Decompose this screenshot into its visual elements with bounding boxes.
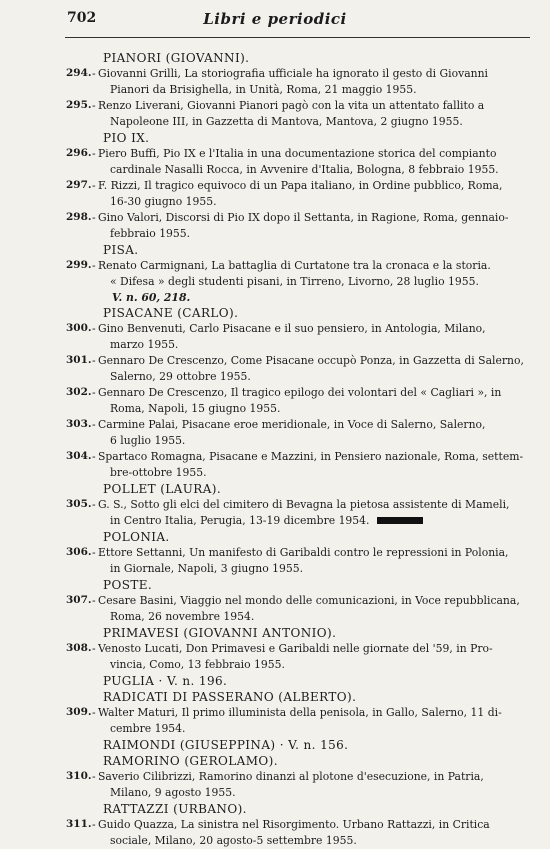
entry-dash: - — [92, 706, 96, 719]
entry-text-line: Giovanni Grilli, La storiografia ufficiale ha ignorato il gesto di Giovanni — [98, 67, 489, 80]
entry-number: 310. — [66, 770, 92, 782]
section-heading: PUGLIA · V. n. 196. — [103, 674, 228, 688]
entry-dash: - — [92, 498, 96, 511]
bibliography-list — [0, 50, 550, 849]
entry-dash: - — [92, 594, 96, 607]
entry-text-line: G. S., Sotto gli elci del cimitero di Bevagna la pietosa assistente di Mameli, — [98, 498, 510, 511]
entry-text-line: Venosto Lucati, Don Primavesi e Garibaldi nelle giornate del '59, in Pro- — [98, 642, 493, 655]
entry-text-line: Piero Buffi, Pio IX e l'Italia in una documentazione storica del compianto — [98, 147, 497, 160]
entry-text-line: 6 luglio 1955. — [110, 433, 186, 447]
entry-number: 294. — [66, 67, 92, 79]
section-heading: RAMORINO (GEROLAMO). — [103, 754, 278, 768]
entry-text-line: 16-30 giugno 1955. — [110, 194, 217, 208]
entry-text-line: febbraio 1955. — [110, 226, 191, 240]
entry-text-line: in Centro Italia, Perugia, 13-19 dicembre 1954. — [98, 513, 530, 529]
entry-text-line: Gino Valori, Discorsi di Pio IX dopo il Settanta, in Ragione, Roma, gennaio- — [98, 211, 509, 224]
section-heading: POLLET (LAURA). — [103, 482, 222, 496]
entry-text-line: Walter Maturi, Il primo illuminista della penisola, in Gallo, Salerno, 11 di- — [98, 706, 502, 719]
bibliography-entry — [0, 385, 550, 416]
bibliography-entry — [0, 258, 550, 289]
bibliography-entry — [0, 817, 550, 848]
entry-text-line: vincia, Como, 13 febbraio 1955. — [110, 657, 285, 671]
entry-dash: - — [92, 642, 96, 655]
bibliography-entry — [0, 641, 550, 672]
entry-number: 302. — [66, 386, 92, 398]
section-heading: PISACANE (CARLO). — [103, 306, 239, 320]
entry-dash: - — [92, 67, 96, 80]
entry-number: 306. — [66, 546, 92, 558]
entry-dash: - — [92, 211, 96, 224]
bibliography-entry — [0, 417, 550, 448]
entry-dash: - — [92, 179, 96, 192]
entry-number: 308. — [66, 642, 92, 654]
bibliography-entry — [0, 66, 550, 97]
entry-number: 297. — [66, 179, 92, 191]
entry-number: 296. — [66, 147, 92, 159]
entry-text-line: Gennaro De Crescenzo, Il tragico epilogo dei volontari del « Cagliari », in — [98, 386, 502, 399]
bibliography-entry — [0, 545, 550, 576]
entry-text-line: « Difesa » degli studenti pisani, in Tirreno, Livorno, 28 luglio 1955. — [110, 274, 479, 288]
entry-text-line: Gennaro De Crescenzo, Come Pisacane occupò Ponza, in Gazzetta di Salerno, — [98, 354, 524, 367]
entry-number: 299. — [66, 259, 92, 271]
entry-number: 298. — [66, 211, 92, 223]
entry-number: 307. — [66, 594, 92, 606]
entry-dash: - — [92, 147, 96, 160]
entry-dash: - — [92, 259, 96, 272]
entry-number: 300. — [66, 322, 92, 334]
entry-text-line: Pianori da Brisighella, in Unità, Roma, 21 maggio 1955. — [110, 82, 417, 96]
entry-text-line: sociale, Milano, 20 agosto-5 settembre 1955. — [110, 833, 357, 847]
entry-text-line: Saverio Cilibrizzi, Ramorino dinanzi al plotone d'esecuzione, in Patria, — [98, 770, 484, 783]
entry-text-line: Milano, 9 agosto 1955. — [110, 785, 236, 799]
section-heading: POSTE. — [103, 578, 153, 592]
entry-text-line: F. Rizzi, Il tragico equivoco di un Papa italiano, in Ordine pubblico, Roma, — [98, 179, 503, 192]
entry-number: 309. — [66, 706, 92, 718]
bibliography-entry — [0, 178, 550, 209]
bibliography-entry — [0, 146, 550, 177]
bibliography-entry — [0, 449, 550, 480]
entry-dash: - — [92, 99, 96, 112]
entry-number: 305. — [66, 498, 92, 510]
running-head: Libri e periodici — [203, 10, 347, 28]
cross-reference: V. n. 60, 218. — [112, 291, 191, 304]
section-heading: PRIMAVESI (GIOVANNI ANTONIO). — [103, 626, 337, 640]
entry-number: 301. — [66, 354, 92, 366]
bibliography-entry — [0, 321, 550, 352]
section-heading: PIO IX. — [103, 131, 150, 145]
bibliography-entry — [0, 497, 550, 528]
entry-text-line: in Giornale, Napoli, 3 giugno 1955. — [110, 561, 304, 575]
entry-text-line: marzo 1955. — [110, 337, 179, 351]
entry-text-line: Guido Quazza, La sinistra nel Risorgimento. Urbano Rattazzi, in Critica — [98, 818, 490, 831]
entry-dash: - — [92, 546, 96, 559]
entry-dash: - — [92, 322, 96, 335]
entry-text-line: Roma, 26 novembre 1954. — [110, 609, 255, 623]
entry-text-line: Spartaco Romagna, Pisacane e Mazzini, in Pensiero nazionale, Roma, settem- — [98, 450, 524, 463]
section-heading: PIANORI (GIOVANNI). — [103, 51, 250, 65]
entry-text-line: Napoleone III, in Gazzetta di Mantova, Mantova, 2 giugno 1955. — [110, 114, 463, 128]
entry-text-line: cardinale Nasalli Rocca, in Avvenire d'Italia, Bologna, 8 febbraio 1955. — [110, 162, 499, 176]
page-number: 702 — [67, 10, 97, 26]
entry-dash: - — [92, 818, 96, 831]
section-heading: RATTAZZI (URBANO). — [103, 802, 247, 816]
entry-text-line: Renzo Liverani, Giovanni Pianori pagò con la vita un attentato fallito a — [98, 99, 485, 112]
section-heading: RADICATI DI PASSERANO (ALBERTO). — [103, 690, 357, 704]
bibliography-entry — [0, 705, 550, 736]
entry-dash: - — [92, 386, 96, 399]
entry-dash: - — [92, 770, 96, 783]
bibliography-entry — [0, 353, 550, 384]
entry-text-line: Carmine Palai, Pisacane eroe meridionale, in Voce di Salerno, Salerno, — [98, 418, 486, 431]
entry-text-line: Renato Carmignani, La battaglia di Curtatone tra la cronaca e la storia. — [98, 259, 491, 272]
entry-dash: - — [92, 354, 96, 367]
section-heading: POLONIA. — [103, 530, 170, 544]
bibliography-entry — [0, 593, 550, 624]
entry-dash: - — [92, 450, 96, 463]
section-heading: RAIMONDI (GIUSEPPINA) · V. n. 156. — [103, 738, 349, 752]
entry-text-line: Gino Benvenuti, Carlo Pisacane e il suo pensiero, in Antologia, Milano, — [98, 322, 486, 335]
section-heading: PISA. — [103, 243, 139, 257]
header-rule — [65, 37, 530, 38]
entry-number: 303. — [66, 418, 92, 430]
entry-text-line: Roma, Napoli, 15 giugno 1955. — [110, 401, 281, 415]
bibliography-entry — [0, 210, 550, 241]
bibliography-entry — [0, 98, 550, 129]
entry-number: 311. — [66, 818, 92, 830]
entry-text-line: Ettore Settanni, Un manifesto di Garibaldi contro le repressioni in Polonia, — [98, 546, 509, 559]
redaction-mark — [377, 517, 423, 524]
entry-text-line: Cesare Basini, Viaggio nel mondo delle comunicazioni, in Voce repubblicana, — [98, 594, 520, 607]
entry-text-line: bre-ottobre 1955. — [110, 465, 207, 479]
entry-number: 304. — [66, 450, 92, 462]
entry-number: 295. — [66, 99, 92, 111]
entry-text-line: Salerno, 29 ottobre 1955. — [110, 369, 251, 383]
bibliography-entry — [0, 769, 550, 800]
entry-dash: - — [92, 418, 96, 431]
entry-text-line: cembre 1954. — [110, 721, 186, 735]
